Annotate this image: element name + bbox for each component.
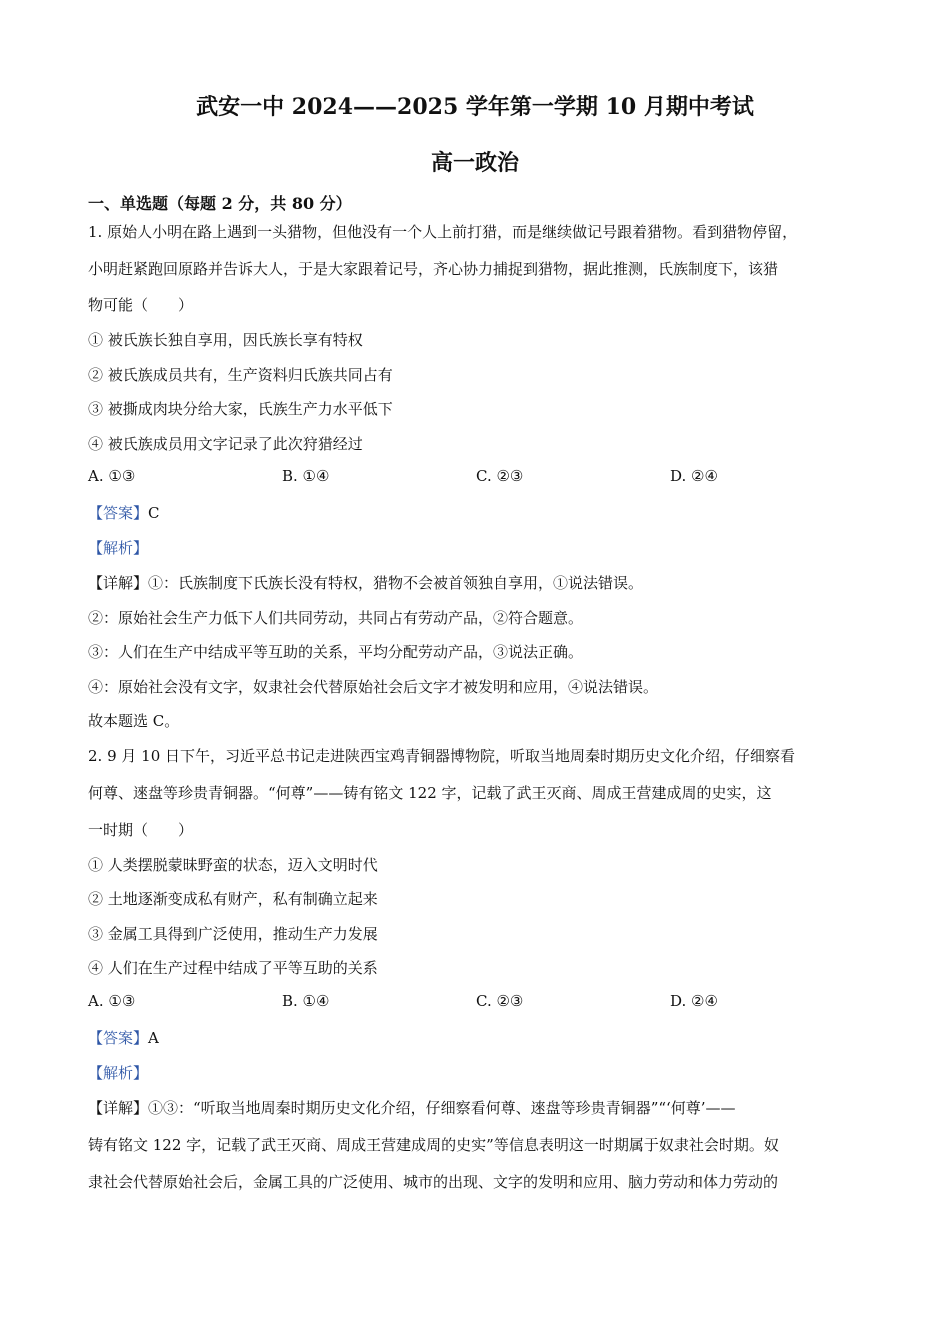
q1-stem-line: 小明赶紧跑回原路并告诉大人，于是大家跟着记号，齐心协力捕捉到猎物，据此推测，氏族制度下，该猎	[88, 260, 779, 278]
analysis-tag: 【解析】	[88, 539, 149, 557]
q1-stem-line: 物可能（ ）	[88, 296, 194, 314]
detail-tag: 【详解】	[88, 574, 149, 592]
q2-detail-line: 隶社会代替原始社会后，金属工具的广泛使用、城市的出现、文字的发明和应用、脑力劳动和体力劳动的	[88, 1173, 779, 1191]
q2-statement: ③ 金属工具得到广泛使用，推动生产力发展	[88, 925, 378, 943]
answer-tag: 【答案】	[88, 1029, 149, 1047]
q1-option-b: B. ①④	[282, 467, 330, 485]
q1-detail-line: ④：原始社会没有文字，奴隶社会代替原始社会后文字才被发明和应用，④说法错误。	[88, 678, 659, 696]
q1-detail-line: ②：原始社会生产力低下人们共同劳动，共同占有劳动产品，②符合题意。	[88, 609, 584, 627]
q1-detail-line: ③：人们在生产中结成平等互助的关系，平均分配劳动产品，③说法正确。	[88, 643, 584, 661]
q2-stem-line: 何尊、逨盘等珍贵青铜器。“何尊”——铸有铭文 122 字，记载了武王灭商、周成王营建成周的史实，这	[88, 784, 772, 802]
q1-statement: ① 被氏族长独自享用，因氏族长享有特权	[88, 331, 363, 349]
q2-statement: ④ 人们在生产过程中结成了平等互助的关系	[88, 959, 378, 977]
answer-value: A	[148, 1029, 159, 1047]
q1-conclusion: 故本题选 C。	[88, 712, 180, 730]
section-header: 一、单选题（每题 2 分，共 80 分）	[88, 194, 352, 213]
q1-statement: ③ 被撕成肉块分给大家，氏族生产力水平低下	[88, 400, 393, 418]
q2-statement: ② 土地逐渐变成私有财产，私有制确立起来	[88, 890, 378, 908]
answer-tag: 【答案】	[88, 504, 149, 522]
q1-stem-line: 1. 原始人小明在路上遇到一头猎物，但他没有一个人上前打猎，而是继续做记号跟着猎物。看到猎物停留，	[88, 223, 798, 241]
q2-detail-line	[88, 1098, 736, 1118]
q2-option-a: A. ①③	[88, 992, 136, 1010]
detail-text: ①：氏族制度下氏族长没有特权，猎物不会被首领独自享用，①说法错误。	[148, 574, 644, 592]
q2-stem-line: 2. 9 月 10 日下午，习近平总书记走进陕西宝鸡青铜器博物院，听取当地周秦时期历史文化介绍，仔细察看	[88, 747, 796, 765]
q2-stem-line: 一时期（ ）	[88, 821, 194, 839]
q1-detail-line	[88, 573, 643, 593]
q1-answer	[88, 503, 160, 523]
q1-statement: ④ 被氏族成员用文字记录了此次狩猎经过	[88, 435, 363, 453]
q1-option-a: A. ①③	[88, 467, 136, 485]
subject-title: 高一政治	[430, 150, 519, 176]
q1-statement: ② 被氏族成员共有，生产资料归氏族共同占有	[88, 366, 393, 384]
answer-value: C	[148, 504, 160, 522]
q2-option-c: C. ②③	[476, 992, 524, 1010]
detail-tag: 【详解】	[88, 1099, 149, 1117]
q2-statement: ① 人类摆脱蒙昧野蛮的状态，迈入文明时代	[88, 856, 378, 874]
q1-option-c: C. ②③	[476, 467, 524, 485]
q1-analysis	[88, 538, 148, 558]
analysis-tag: 【解析】	[88, 1064, 149, 1082]
q1-option-d: D. ②④	[670, 467, 718, 485]
q2-option-b: B. ①④	[282, 992, 330, 1010]
q2-analysis	[88, 1063, 148, 1083]
q2-detail-line: 铸有铭文 122 字，记载了武王灭商、周成王营建成周的史实”等信息表明这一时期属于奴隶社会时期。奴	[88, 1136, 779, 1154]
q2-answer	[88, 1028, 159, 1048]
detail-text: ①③：“听取当地周秦时期历史文化介绍，仔细察看何尊、逨盘等珍贵青铜器”“‘何尊’——	[148, 1099, 736, 1117]
q2-option-d: D. ②④	[670, 992, 718, 1010]
exam-title: 武安一中 2024——2025 学年第一学期 10 月期中考试	[196, 94, 754, 120]
